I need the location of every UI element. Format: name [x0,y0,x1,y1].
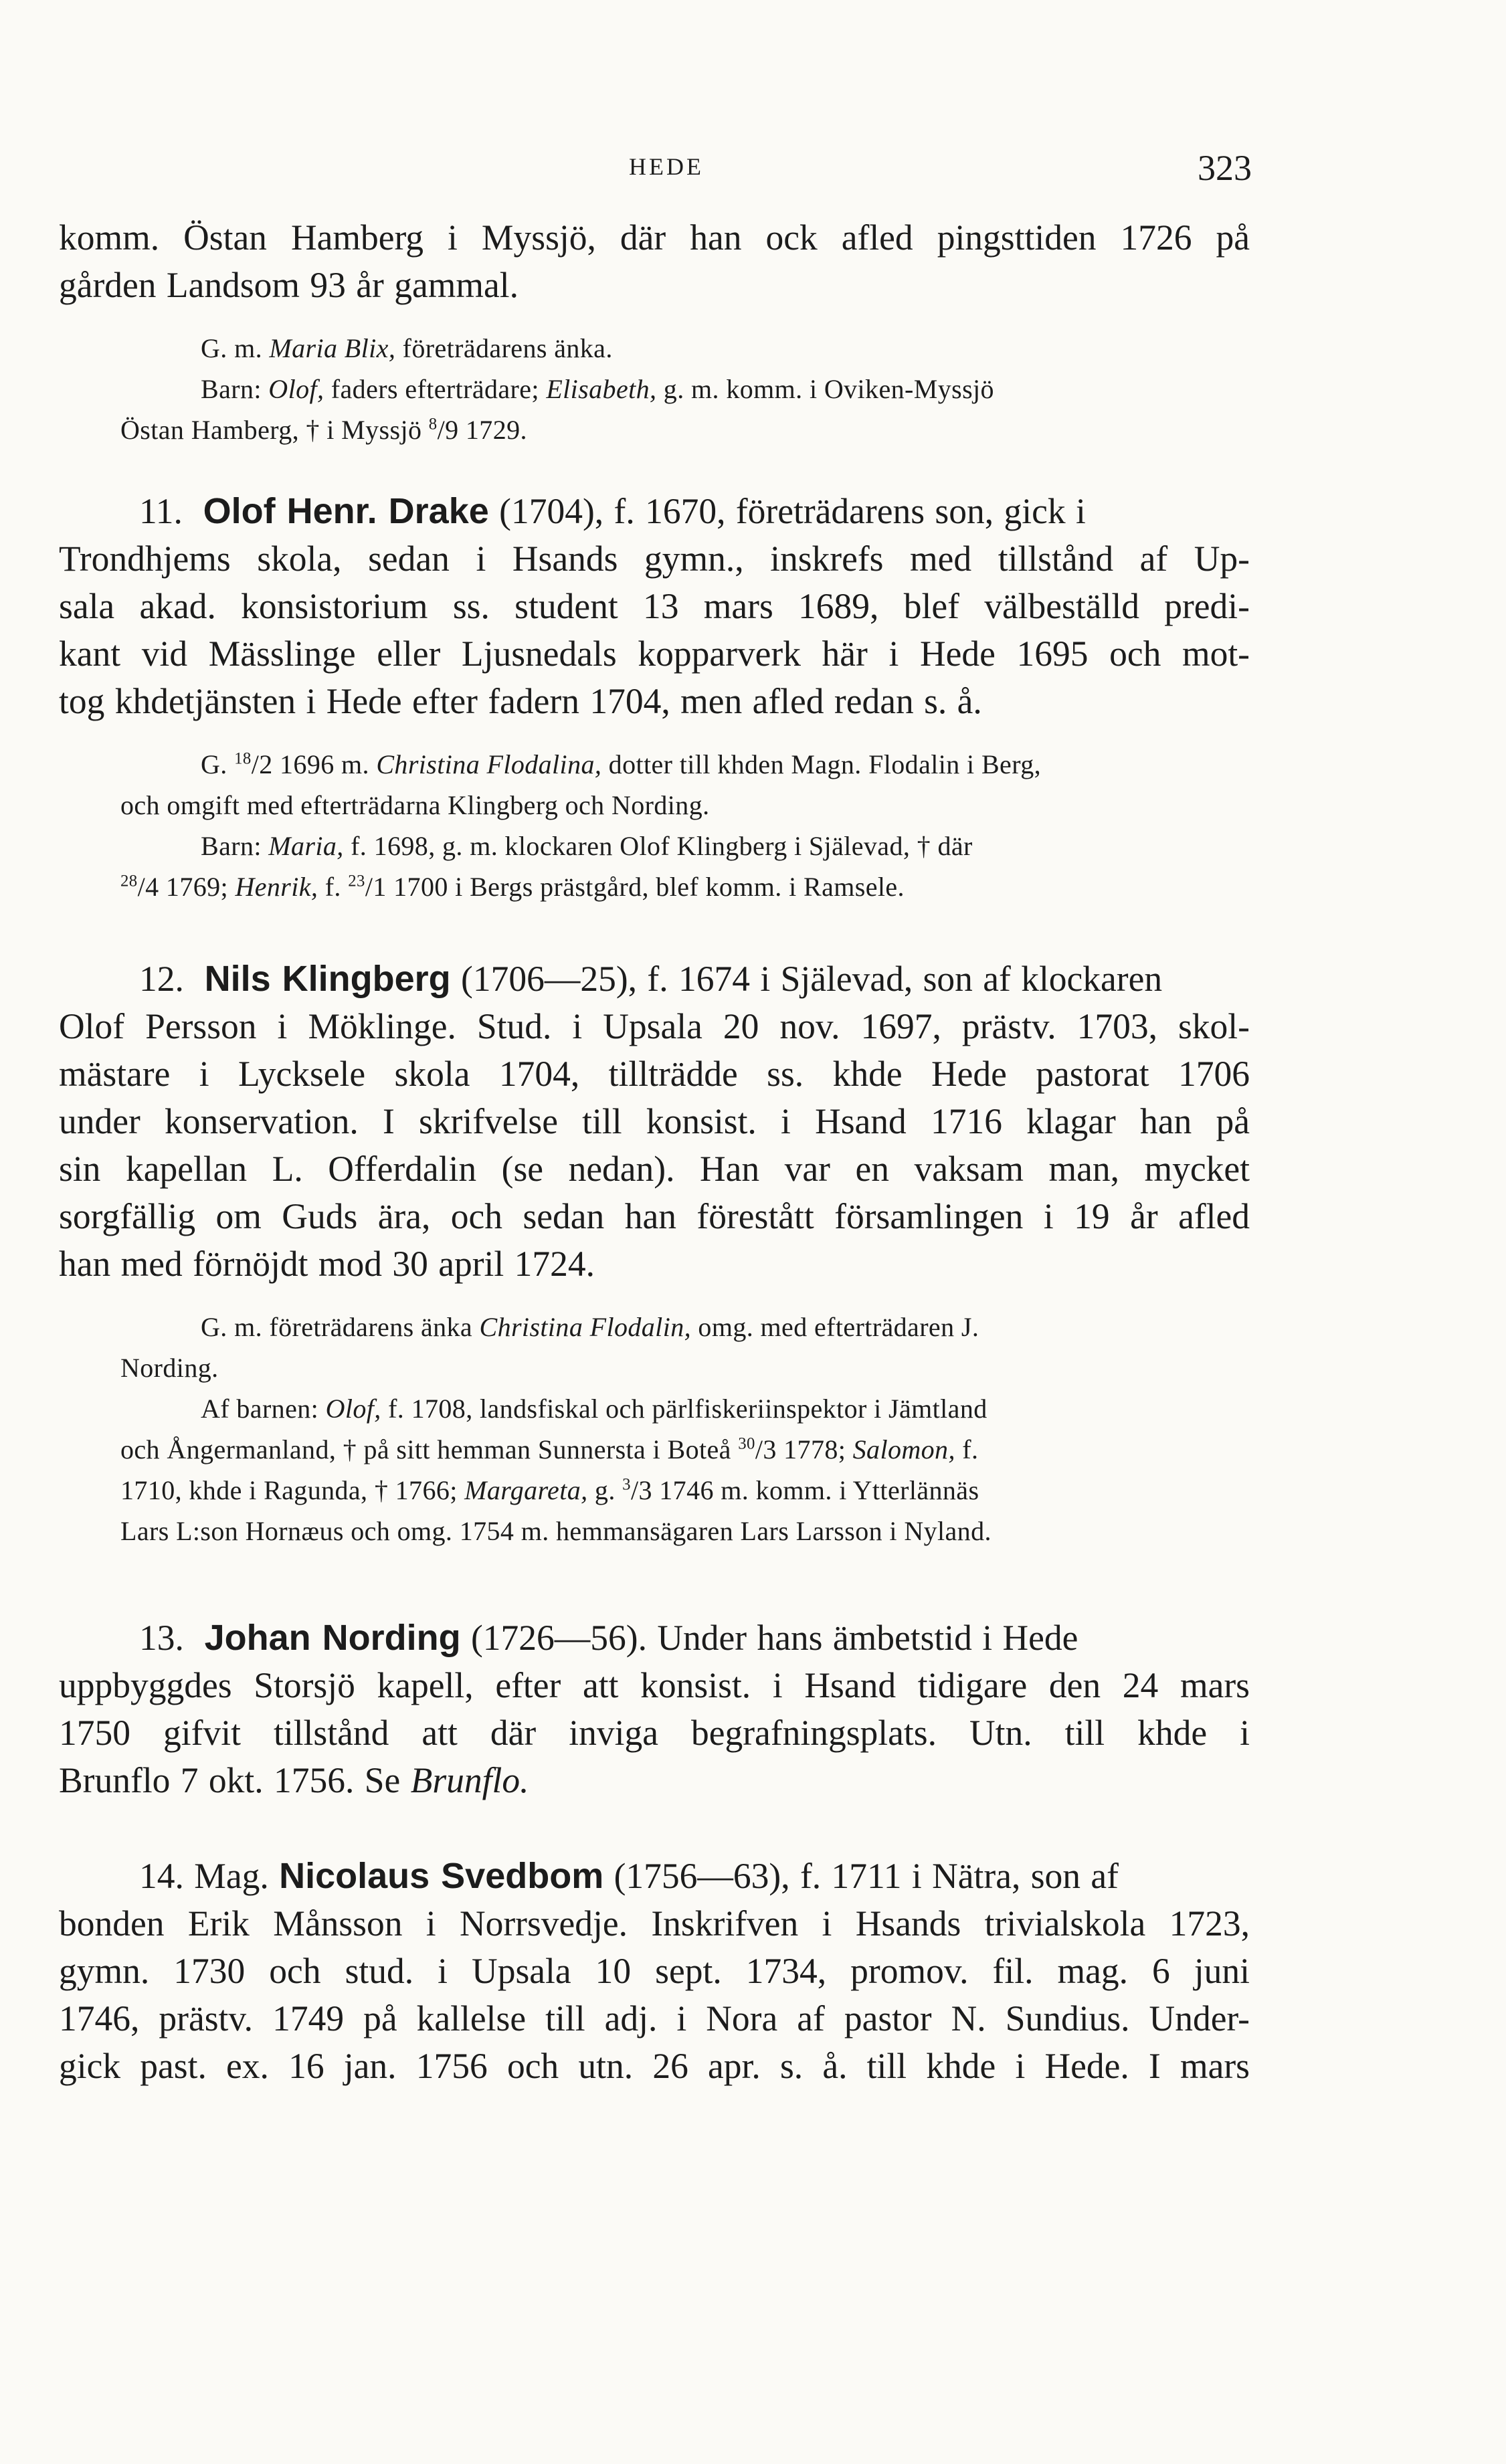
text-line: komm. Östan Hamberg i Myssjö, där han ock afled pingsttiden 1726 på [59,217,1250,258]
text-line: gick past. ex. 16 jan. 1756 och utn. 26 apr. s. å. till khde i Hede. I mars [59,2046,1250,2086]
running-head [0,146,1506,199]
text-line: sorgfällig om Guds ära, och sedan han förestått församlingen i 19 år afled [59,1196,1250,1236]
note-line: G. $^{18}$/2 1696 m. Christina Flodalina, dotter till khden Magn. Flodalin i Berg, [201,749,1041,779]
entry-heading: 11. Olof Henr. Drake (1704), f. 1670, företrädarens son, gick i [139,491,1086,531]
entry-number: 14. [139,1856,184,1896]
text-line: kant vid Mässlinge eller Ljusnedals kopparverk här i Hede 1695 och mot- [59,634,1250,674]
entry-number: 12. [139,959,184,999]
note-line: $^{28}$/4 1769; Henrik, f. $^{23}$/1 1700 i Bergs prästgård, blef komm. i Ramsele. [120,872,905,902]
text-line: uppbyggdes Storsjö kapell, efter att konsist. i Hsand tidigare den 24 mars [59,1665,1250,1705]
text-line: under konservation. I skrifvelse till konsist. i Hsand 1716 klagar han på [59,1101,1250,1141]
text-line: gymn. 1730 och stud. i Upsala 10 sept. 1734, promov. fil. mag. 6 juni [59,1951,1250,1991]
text-line: bonden Erik Månsson i Norrsvedje. Inskrifven i Hsands trivialskola 1723, [59,1903,1250,1944]
note-line: och Ångermanland, † på sitt hemman Sunnersta i Boteå $^{30}$/3 1778; Salomon, f. [120,1434,979,1464]
entry-number: 11. [139,491,183,531]
note-line: 1710, khde i Ragunda, † 1766; Margareta, g. $^3$/3 1746 m. komm. i Ytterlännäs [120,1475,979,1505]
note-line: G. m. Maria Blix, företrädarens änka. [201,333,613,363]
note-line: Af barnen: Olof, f. 1708, landsfiskal och pärlfiskeriinspektor i Jämtland [201,1394,987,1424]
entry-heading: 12. Nils Klingberg (1706—25), f. 1674 i Själevad, son af klockaren [139,959,1163,999]
text-line: Trondhjems skola, sedan i Hsands gymn., inskrefs med tillstånd af Up- [59,539,1250,579]
entry-11 [59,488,1250,907]
text-line: tog khdetjänsten i Hede efter fadern 1704, men afled redan s. å. [59,681,982,721]
text-line: sin kapellan L. Offerdalin (se nedan). Han var en vaksam man, mycket [59,1149,1250,1189]
person-name: Nils Klingberg [204,959,451,999]
person-name: Nicolaus Svedbom [279,1856,604,1896]
page-number: 323 [1198,148,1252,188]
entry-13 [59,1614,1250,1804]
text-line: sala akad. konsistorium ss. student 13 mars 1689, blef välbeställd predi- [59,586,1250,626]
person-name: Olof Henr. Drake [203,491,489,531]
entry-heading: 13. Johan Nording (1726—56). Under hans ämbetstid i Hede [139,1618,1078,1658]
note-line: Östan Hamberg, † i Myssjö $^8$/9 1729. [120,415,527,445]
text-line: Brunflo 7 okt. 1756. Se Brunflo. [59,1760,529,1800]
note-line: Nording. [120,1353,219,1383]
text-line: 1746, prästv. 1749 på kallelse till adj. i Nora af pastor N. Sundius. Under- [59,1998,1250,2039]
entry-number: 13. [139,1618,184,1658]
person-name: Johan Nording [204,1618,461,1658]
text-line: Olof Persson i Möklinge. Stud. i Upsala 20 nov. 1697, prästv. 1703, skol- [59,1006,1250,1046]
entry-14 [59,1853,1250,2090]
running-title: HEDE [629,153,704,180]
entry-12 [59,955,1250,1551]
body-text [59,214,1250,2090]
note-line: Barn: Olof, faders efterträdare; Elisabeth, g. m. komm. i Oviken-Myssjö [201,374,994,404]
note-line: G. m. företrädarens änka Christina Flodalin, omg. med efterträdaren J. [201,1312,979,1342]
text-line: han med förnöjdt mod 30 april 1724. [59,1244,595,1284]
note-line: och omgift med efterträdarna Klingberg och Nording. [120,790,710,820]
text-line: mästare i Lycksele skola 1704, tillträdde ss. khde Hede pastorat 1706 [59,1054,1250,1094]
entry-heading: 14. Mag. Nicolaus Svedbom (1756—63), f. 1711 i Nätra, son af [139,1856,1119,1896]
text-line: 1750 gifvit tillstånd att där inviga begrafningsplats. Utn. till khde i [59,1713,1250,1753]
note-line: Lars L:son Hornæus och omg. 1754 m. hemmansägaren Lars Larsson i Nyland. [120,1516,992,1546]
text-line: gården Landsom 93 år gammal. [59,265,519,305]
entry-10-continuation [59,214,1250,450]
note-line: Barn: Maria, f. 1698, g. m. klockaren Olof Klingberg i Själevad, † där [201,831,973,861]
